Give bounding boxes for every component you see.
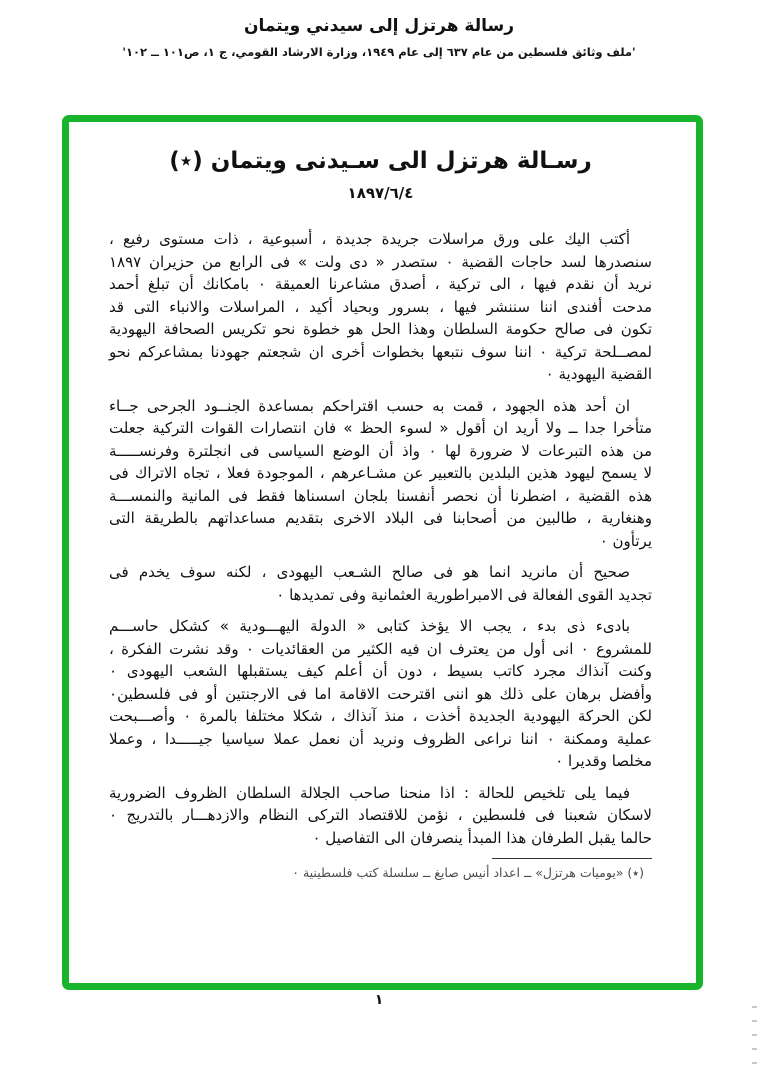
source-citation: 'ملف وثائق فلسطين من عام ٦٣٧ إلى عام ١٩٤٩، وزارة الارشاد القومي، ج ١، ص١٠١ ــ ١٠٢' bbox=[122, 45, 636, 59]
text-line: لمصــلحة تركية ٠ اننا سوف نتبعها بخطوات أخرى ان شجعتم جهودنا بمشاعركم نحو bbox=[109, 342, 652, 361]
text-line: وأفضل برهان على ذلك هو اننى اقترحت الاقامة اما فى الارجنتين أو فى فلسطين٠ bbox=[109, 684, 652, 703]
document-title: رسـالة هرتزل الى سـيدنى ويتمان (٭) bbox=[169, 148, 592, 174]
text-line: لاسكان شعبنا فى فلسطين ، نؤمن للاقتصاد التركى النظام والازدهـــار بالتدريج ٠ bbox=[109, 806, 652, 824]
footnote-divider bbox=[492, 858, 652, 859]
text-line: عملية وممكنة ٠ اننا نراعى الظروف ونريد أن نعمل عملا سياسيا جيـــــدا ، وعملا bbox=[109, 729, 653, 748]
text-line: فيما يلى تلخيص للحالة : اذا منحنا صاحب الجلالة السلطان الظروف الضرورية bbox=[109, 783, 630, 802]
text-line: وكنت آنذاك مجرد كاتب بسيط ، دون أن أعلم كيف يستقبلها الشعب اليهودى ٠ bbox=[109, 662, 652, 680]
text-line: من هذه التبرعات لا ضرورة لها ٠ واذ أن الوضع السياسى فى انجلترة وفرنســـــة bbox=[109, 441, 652, 460]
text-line: ان أحد هذه الجهود ، قمت به حسب اقتراحكم بمساعدة الجنــود الجرحى جــاء bbox=[109, 396, 630, 415]
page-number: ١ bbox=[374, 992, 384, 1008]
paragraph bbox=[109, 228, 652, 386]
paragraph bbox=[109, 395, 652, 553]
text-line: مدحت أفندى اننا سننشر فيها ، بسرور وبحياد أكيد ، المراسلات والانباء التى قد bbox=[109, 297, 652, 316]
text-line: وهنغارية ، طالبين من أصحابنا فى البلاد الاخرى بتقديم مساعداتهم بالطريقة التى bbox=[109, 509, 652, 527]
footnote: (٭) «يوميات هرتزل» ــ اعداد أنيس صايغ ــ سلسلة كتب فلسطينية ٠ bbox=[292, 865, 644, 880]
page-header bbox=[0, 16, 758, 59]
paragraph bbox=[109, 782, 652, 850]
text-line: مخلصا وقديرا ٠ bbox=[555, 752, 652, 770]
text-line: سنصدرها لسد حاجات القضية ٠ ستصدر « دى ولت » فى الرابع من حزيران ١٨٩٧ bbox=[109, 252, 653, 271]
text-line: متأخرا جدا ــ ولا أريد ان أقول « لسوء الحظ » فان انتصارات القوات التركية جعلت bbox=[109, 419, 652, 437]
document-content bbox=[69, 122, 696, 983]
text-line: القضية اليهودية ٠ bbox=[545, 365, 652, 383]
text-line: تكون فى صالح حكومة السلطان وهذا الحل هو خطوة نحو تكريس الصحافة اليهودية bbox=[109, 320, 652, 338]
text-line: للمشروع ٠ انى أول من يعترف ان فيه الكثير من العقائديات ٠ وقد نشرت الفكرة ، bbox=[109, 639, 653, 658]
text-line: هذه القضية ، اضطرنا أن نحصر أنفسنا بلجان اسسناها فقط فى المانية والنمســـة bbox=[109, 486, 652, 505]
text-line: لا يسمح ليهود هذين البلدين بالتعبير عن مشـاعرهم ، الموجودة فعلا ، تجاه الاتراك فى bbox=[109, 464, 652, 482]
paragraph bbox=[109, 615, 652, 773]
text-line: تجديد القوى الفعالة فى الامبراطورية العثمانية وفى تمديدها ٠ bbox=[276, 585, 652, 604]
document-frame bbox=[62, 115, 703, 990]
text-line: حالما يقبل الطرفان هذا المبدأ ينصرفان الى التفاصيل ٠ bbox=[312, 828, 652, 847]
text-line: صحيح أن مانريد انما هو فى صالح الشـعب اليهودى ، لكنه سوف يخدم فى bbox=[109, 563, 630, 581]
paragraph bbox=[109, 561, 652, 606]
document-body bbox=[109, 228, 652, 849]
text-line: بادىء ذى بدء ، يجب الا يؤخذ كتابى « الدولة اليهـــودية » كشكل حاســـم bbox=[109, 617, 630, 635]
page-title: رسالة هرتزل إلى سيدني ويتمان bbox=[244, 16, 514, 36]
text-line: أكتب اليك على ورق مراسلات جريدة جديدة ، أسبوعية ، ذات مستوى رفيع ، bbox=[109, 230, 630, 248]
scan-artifact-marks bbox=[752, 1006, 757, 1064]
text-line: يرتأون ٠ bbox=[599, 531, 652, 550]
text-line: نريد أن نقدم فيها ، الى تركية ، أصدق مشاعرنا العميقة ٠ بامكانك أن تبلغ أحمد bbox=[109, 275, 652, 293]
document-date: ١٨٩٧/٦/٤ bbox=[347, 184, 414, 202]
text-line: لكن الحركة اليهودية الجديدة أخذت ، منذ آنذاك ، شكلا مختلفا بالمرة ٠ وأصـــبحت bbox=[109, 707, 652, 725]
